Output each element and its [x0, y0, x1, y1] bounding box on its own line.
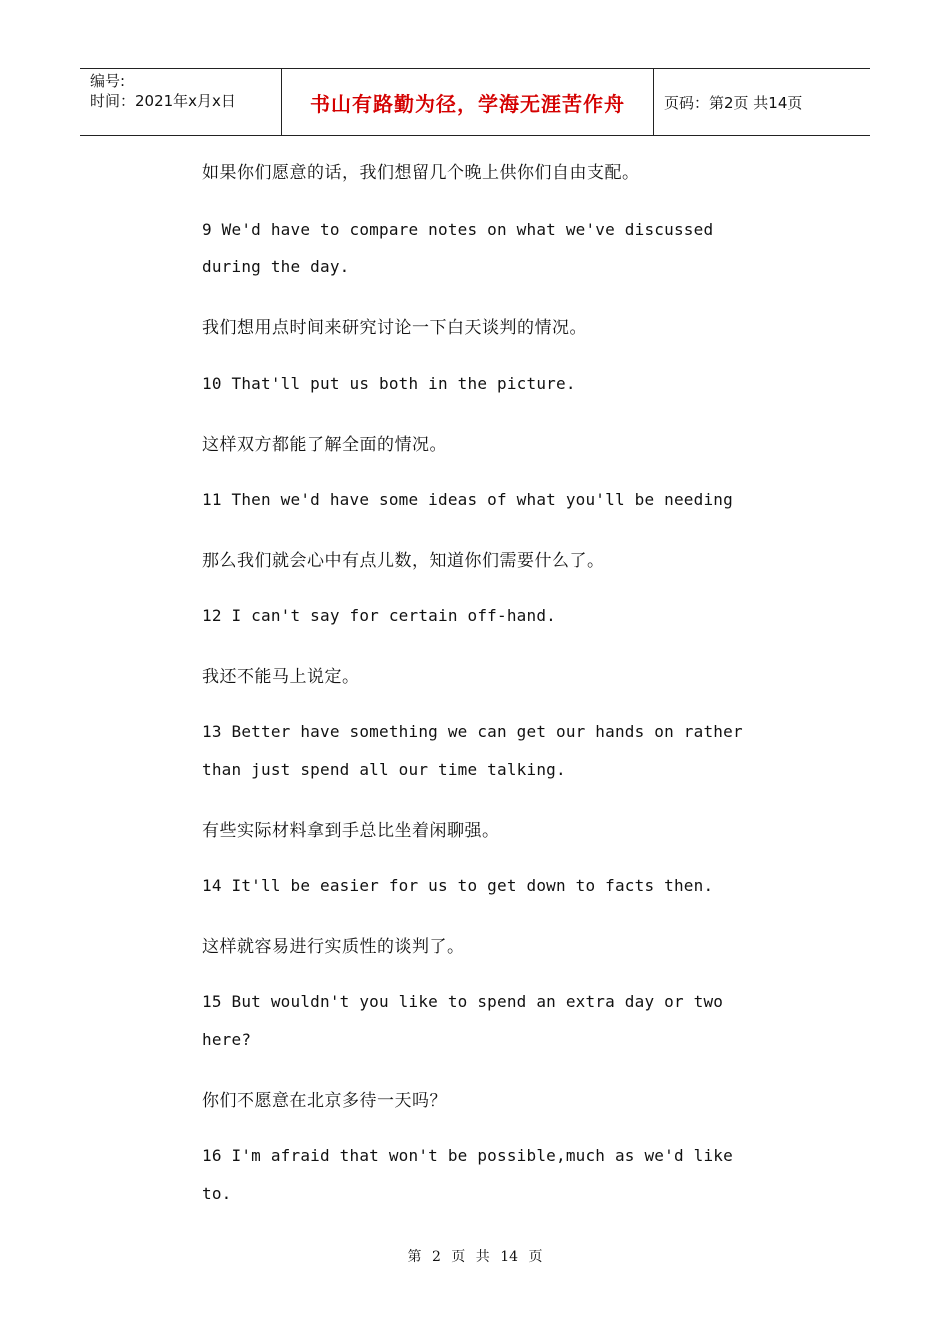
- text-line: 有些实际材料拿到手总比坐着闲聊强。: [202, 821, 500, 841]
- text-line: 这样双方都能了解全面的情况。: [202, 435, 447, 455]
- text-line: 我们想用点时间来研究讨论一下白天谈判的情况。: [202, 318, 587, 338]
- text-line: 14 It'll be easier for us to get down to facts then.: [202, 876, 714, 895]
- text-line: 15 But wouldn't you like to spend an extra day or two: [202, 992, 724, 1011]
- header-page-info: 页码：第2页 共14页: [664, 93, 803, 112]
- text-line: 9 We'd have to compare notes on what we've discussed: [202, 220, 714, 239]
- text-line: to.: [202, 1184, 232, 1203]
- text-line: 13 Better have something we can get our hands on rather: [202, 722, 743, 741]
- page-footer: 第 2 页 共 14 页: [407, 1249, 543, 1265]
- text-line: 11 Then we'd have some ideas of what you'll be needing: [202, 490, 733, 509]
- text-line: 16 I'm afraid that won't be possible,much as we'd like: [202, 1146, 733, 1165]
- serial-label: 编号:: [90, 72, 126, 90]
- text-line: 那么我们就会心中有点儿数，知道你们需要什么了。: [202, 551, 605, 571]
- text-line: 如果你们愿意的话，我们想留几个晚上供你们自由支配。: [202, 163, 640, 183]
- header-meta: [80, 69, 282, 135]
- text-line: 我还不能马上说定。: [202, 667, 360, 687]
- page-header: [80, 68, 870, 136]
- text-line: 这样就容易进行实质性的谈判了。: [202, 937, 465, 957]
- header-motto: 书山有路勤为径，学海无涯苦作舟: [282, 69, 654, 135]
- text-line: than just spend all our time talking.: [202, 760, 566, 779]
- text-line: 12 I can't say for certain off-hand.: [202, 606, 556, 625]
- text-line: during the day.: [202, 257, 350, 276]
- text-line: 你们不愿意在北京多待一天吗？: [202, 1091, 447, 1111]
- time-label: 时间：2021年x月x日: [90, 92, 236, 110]
- text-line: 10 That'll put us both in the picture.: [202, 374, 576, 393]
- text-line: here?: [202, 1030, 252, 1049]
